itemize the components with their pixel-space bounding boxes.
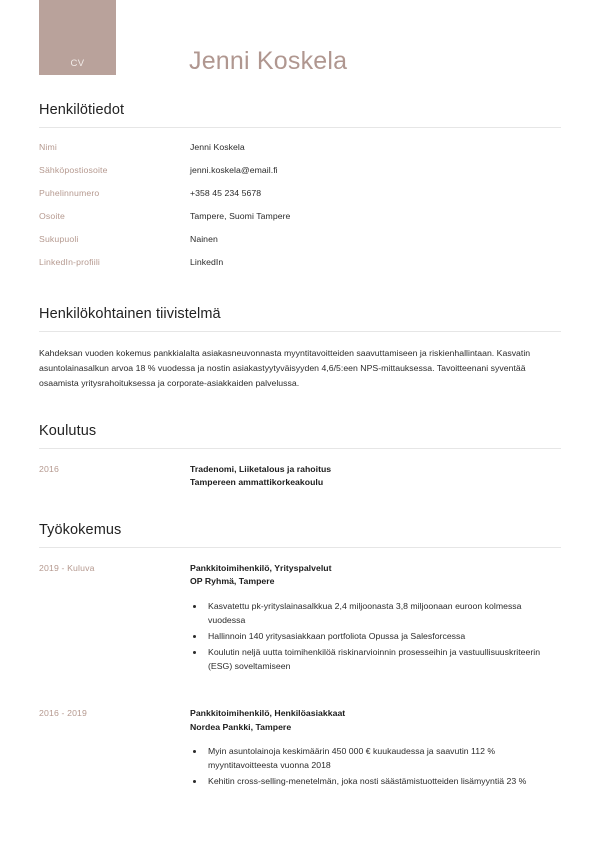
list-item: • Myin asuntolainoja keskimäärin 450 000 € kuukaudessa ja saavutin 112 % myyntitavoitteesta vuonna 2018 — [205, 744, 561, 772]
detail-row — [39, 234, 561, 244]
list-item: • Koulutin neljä uutta toimihenkilöä riskinarvioinnin prosesseihin ja vastuullisuuskriteerin (ESG) soveltamiseen — [205, 645, 561, 673]
section-divider — [39, 127, 561, 128]
spacer — [0, 280, 600, 306]
section-title-education: Koulutus — [39, 422, 97, 439]
section-divider — [39, 547, 561, 548]
education-institution: Tampereen ammattikorkeakoulu — [190, 477, 324, 488]
experience-role: Pankkitoimihenkilö, Yrityspalvelut — [190, 562, 332, 573]
experience-entry-body — [190, 562, 561, 675]
cv-badge — [39, 0, 116, 75]
spacer — [0, 490, 600, 522]
experience-role: Pankkitoimihenkilö, Henkilöasiakkaat — [190, 708, 346, 719]
detail-value-linkedin[interactable]: LinkedIn — [190, 257, 224, 267]
section-title-personal-details: Henkilötiedot — [39, 102, 125, 118]
detail-row — [39, 211, 561, 221]
section-title-experience: Työkokemus — [39, 521, 122, 538]
personal-details-list — [39, 142, 561, 267]
education-entry — [39, 463, 561, 490]
summary-paragraph: Kahdeksan vuoden kokemus pankkialalta asiakasneuvonnasta myyntitavoitteiden saavuttamiseen ja riskienhallintaan. Kasvatin asuntolainasalkun arvoa 18 % vuodessa ja nostin asiakastyytyväisyyden 4,6/5:een NPS-mittauksessa. Tavoitteenani syventää osaamista yritysrahoituksessa ja corporate-asiakkaiden palvelussa. — [39, 348, 531, 388]
section-personal-details — [0, 102, 600, 267]
experience-bullet-list — [190, 599, 561, 673]
detail-value-address: Tampere, Suomi Tampere — [190, 211, 291, 221]
experience-employer: Nordea Pankki, Tampere — [190, 721, 292, 732]
education-entry-body — [190, 463, 561, 490]
detail-value-email: jenni.koskela@email.fi — [190, 165, 278, 175]
experience-entry-date: 2016 - 2019 — [39, 708, 88, 719]
detail-row — [39, 188, 561, 198]
detail-label-address: Osoite — [39, 211, 66, 221]
detail-label-phone: Puhelinnumero — [39, 188, 100, 198]
cv-badge-label: CV — [70, 58, 85, 69]
education-degree: Tradenomi, Liiketalous ja rahoitus — [190, 463, 332, 474]
section-summary — [0, 306, 600, 391]
detail-row — [39, 165, 561, 175]
detail-value-nimi: Jenni Koskela — [190, 142, 245, 152]
section-divider — [39, 448, 561, 449]
detail-row — [39, 257, 561, 267]
experience-entry-body — [190, 707, 561, 790]
experience-entry — [39, 707, 561, 790]
section-experience — [0, 522, 600, 791]
section-title-summary: Henkilökohtainen tiivistelmä — [39, 306, 221, 322]
list-item: • Kasvatettu pk-yrityslainasalkkua 2,4 miljoonasta 3,8 miljoonaan euroon kolmessa vuodessa — [205, 599, 561, 627]
section-education — [0, 423, 600, 490]
experience-entry — [39, 562, 561, 675]
detail-label-linkedin: LinkedIn-profiili — [39, 257, 100, 267]
page-title: Jenni Koskela — [189, 47, 348, 75]
detail-label-nimi: Nimi — [39, 142, 57, 152]
detail-row — [39, 142, 561, 152]
experience-entry-date: 2019 - Kuluva — [39, 562, 95, 573]
detail-label-email: Sähköpostiosoite — [39, 165, 108, 175]
spacer — [39, 675, 561, 693]
detail-label-gender: Sukupuoli — [39, 234, 79, 244]
education-entry-date: 2016 — [39, 463, 59, 474]
experience-employer: OP Ryhmä, Tampere — [190, 576, 275, 587]
spacer — [0, 391, 600, 423]
list-item: • Hallinnoin 140 yritysasiakkaan portfoliota Opussa ja Salesforcessa — [205, 629, 561, 643]
cv-header — [0, 0, 600, 102]
list-item: • Kehitin cross-selling-menetelmän, joka nosti säästämistuotteiden lisämyyntiä 23 % — [205, 774, 561, 788]
detail-value-phone: +358 45 234 5678 — [190, 188, 262, 198]
detail-value-gender: Nainen — [190, 234, 218, 244]
experience-bullet-list — [190, 744, 561, 788]
section-divider — [39, 331, 561, 332]
